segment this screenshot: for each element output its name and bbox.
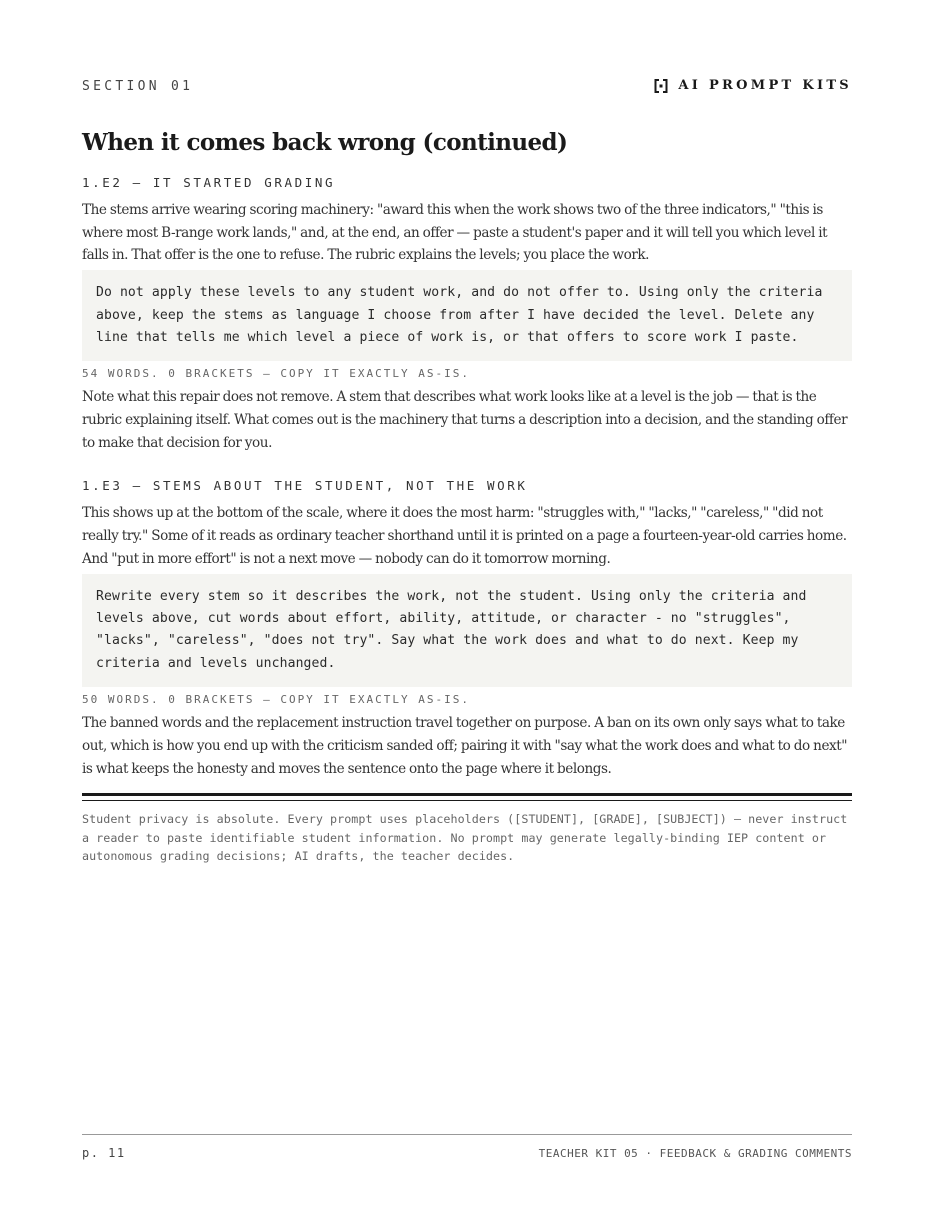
section-label: SECTION 01 bbox=[82, 79, 194, 94]
section-intro: This shows up at the bottom of the scale, where it does the most harm: "struggles with," "lacks," "careless," "did not really try." Some of it reads as ordinary teacher shorthand until it is printed on a page a fourteen-year-old carries home. And "put in more effort" is not a next move — nobody can do it tomorrow morning. bbox=[82, 505, 847, 567]
page-number: p. 11 bbox=[82, 1146, 126, 1160]
privacy-note: Student privacy is absolute. Every prompt uses placeholders ([STUDENT], [GRADE], [SUBJECT]) — never instruct a reader to paste identifiable student information. No prompt may generate legally-binding IEP content or autonomous grading decisions; AI drafts, the teacher decides. bbox=[82, 812, 848, 864]
divider-thick bbox=[82, 793, 852, 796]
kit-label: TEACHER KIT 05 · FEEDBACK & GRADING COMMENTS bbox=[538, 1147, 852, 1160]
brand bbox=[654, 78, 852, 93]
section-outro: The banned words and the replacement instruction travel together on purpose. A ban on its own only says what to take out, which is how you end up with the criticism sanded off; pairing it with "say what the work does and what to do next" is what keeps the honesty and moves the sentence onto the page where it belongs. bbox=[82, 715, 848, 777]
double-rule bbox=[82, 793, 852, 801]
section-intro: The stems arrive wearing scoring machinery: "award this when the work shows two of the three indicators," "this is where most B-range work lands," and, at the end, an offer — paste a student's paper and it will tell you which level it falls in. That offer is the one to refuse. The rubric explains the levels; you place the work. bbox=[82, 202, 828, 264]
page-header bbox=[82, 79, 852, 97]
prompt-meta: 50 WORDS. 0 BRACKETS — COPY IT EXACTLY AS-IS. bbox=[82, 693, 471, 707]
footer-divider bbox=[82, 1134, 852, 1135]
main-content bbox=[82, 175, 852, 866]
brand-name: AI PROMPT KITS bbox=[678, 78, 852, 93]
page-title: When it comes back wrong (continued) bbox=[82, 129, 568, 156]
section-outro: Note what this repair does not remove. A stem that describes what work looks like at a level is the job — that is the rubric explaining itself. What comes out is the machinery that turns a description into a decision, and the standing offer to make that decision for you. bbox=[82, 389, 848, 451]
divider-thin bbox=[82, 800, 852, 801]
prompt-block[interactable]: Do not apply these levels to any student work, and do not offer to. Using only the criteria above, keep the stems as language I choose from after I have decided the level. Delete any line that tells me which level a piece of work is, or that offers to score work I paste. bbox=[82, 270, 852, 361]
bracket-box-icon bbox=[654, 79, 668, 93]
section-heading: 1.E3 — STEMS ABOUT THE STUDENT, NOT THE WORK bbox=[82, 478, 528, 494]
prompt-block[interactable]: Rewrite every stem so it describes the work, not the student. Using only the criteria and levels above, cut words about effort, ability, attitude, or character - no "struggles", "lacks", "careless", "does not try". Say what the work does and what to do next. Keep my criteria and levels unchanged. bbox=[82, 574, 852, 688]
document-page bbox=[82, 0, 852, 1210]
section-heading: 1.E2 — IT STARTED GRADING bbox=[82, 175, 336, 190]
prompt-meta: 54 WORDS. 0 BRACKETS — COPY IT EXACTLY AS-IS. bbox=[82, 367, 471, 381]
